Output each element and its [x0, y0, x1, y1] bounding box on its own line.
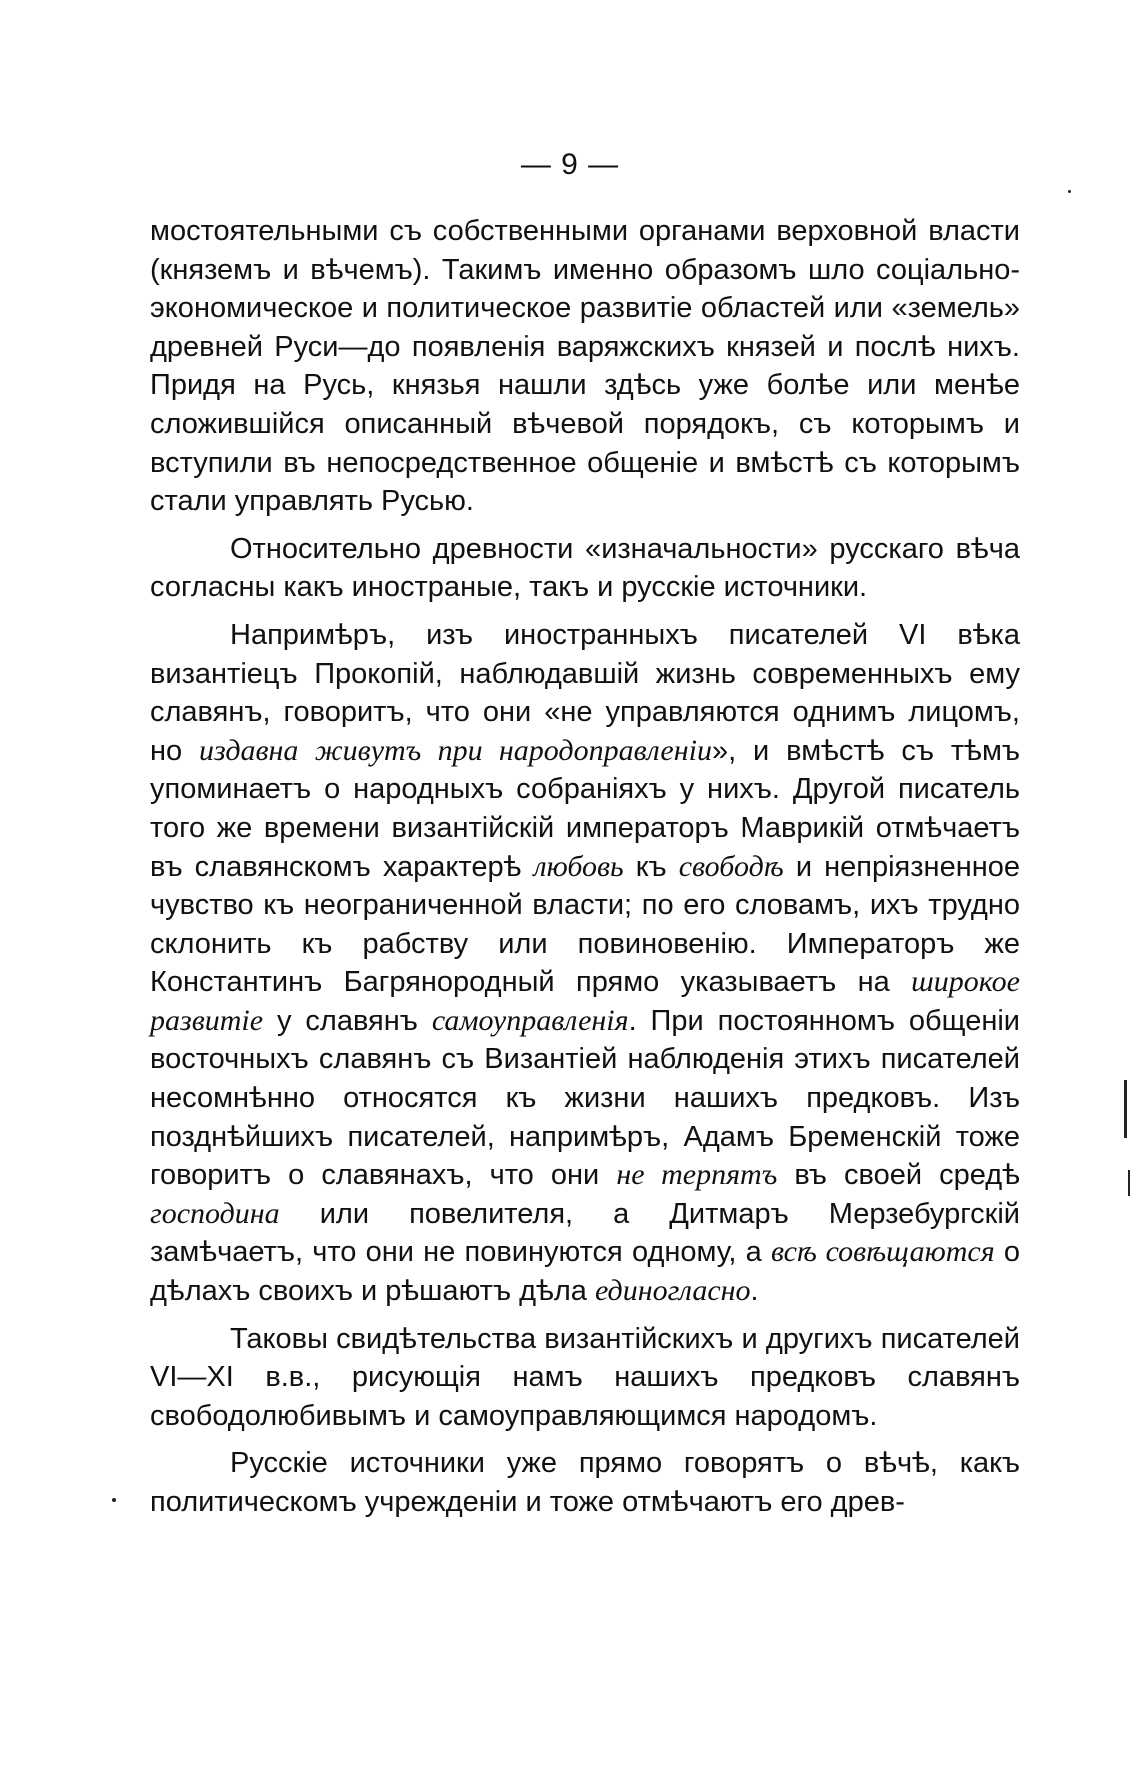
italic-phrase: единогласно: [594, 1274, 751, 1308]
paragraph: [150, 616, 1020, 1311]
page-number: — 9 —: [520, 148, 620, 181]
paragraph: [150, 1444, 1020, 1521]
text-run: Русскіе источники уже прямо говорятъ о вѣчѣ, какъ политическомъ учрежденіи и тоже отмѣчаютъ его древ-: [150, 1447, 1020, 1518]
scan-speck: [1068, 190, 1071, 193]
text-run: », и вмѣстѣ съ тѣмъ упоминаетъ о народныхъ собраніяхъ у нихъ. Другой писатель того же времени византійскій императоръ Маврикій отмѣчаетъ въ славянскомъ характерѣ: [150, 734, 1021, 883]
text-run: къ: [623, 850, 679, 883]
italic-phrase: всѣ совѣщаются: [770, 1235, 995, 1269]
text-run: Относительно древности «изначальности» русскаго вѣча согласны какъ иностраные, такъ и русскіе источники.: [150, 532, 1020, 604]
italic-phrase: самоуправленія: [431, 1003, 629, 1037]
paragraph: [150, 530, 1020, 607]
text-run: или повелителя, а Дитмаръ Мерзебургскій замѣчаетъ, что они не повинуются одному, а: [150, 1197, 1020, 1269]
italic-phrase: не терпятъ: [616, 1158, 778, 1192]
italic-phrase: свободѣ: [678, 849, 784, 883]
scan-speck: [112, 1498, 116, 1502]
text-run: Таковы свидѣтельства византійскихъ и другихъ писателей VI—XI в.в., рисующія намъ нашихъ предковъ славянъ свободолюбивымъ и самоуправляющимся народомъ.: [150, 1322, 1020, 1432]
italic-phrase: широкое развитіе: [150, 965, 1020, 1037]
italic-phrase: господина: [150, 1196, 280, 1230]
text-run: Напримѣръ, изъ иностранныхъ писателей VI вѣка византіецъ Прокопій, наблюдавшій жизнь современныхъ ему славянъ, говоритъ, что они «не управляются однимъ лицомъ, но: [150, 618, 1020, 767]
scan-edge-mark: [1124, 1080, 1127, 1138]
scan-edge-mark: [1128, 1170, 1130, 1196]
text-run: о дѣлахъ своихъ и рѣшаютъ дѣла: [150, 1236, 1020, 1308]
text-run: у славянъ: [263, 1004, 432, 1037]
text-run: мостоятельными съ собственными органами верховной власти (княземъ и вѣчемъ). Такимъ именно образомъ шло соціально-экономическое и политическое развитіе областей или «земель» древней Руси—до появленія варяжскихъ князей и послѣ нихъ. Придя на Русь, князья нашли здѣсь уже болѣе или менѣе сложившійся описанный вѣчевой порядокъ, съ которымъ и вступили въ непосредственное общеніе и вмѣстѣ съ которымъ стали управлять Русью.: [150, 215, 1020, 518]
paragraph: [150, 1320, 1020, 1436]
italic-phrase: любовь: [533, 849, 624, 883]
text-run: . При постоянномъ общеніи восточныхъ славянъ съ Византіей наблюденія этихъ писателей несомнѣнно относятся къ жизни нашихъ предковъ. Изъ позднѣйшихъ писателей, напримѣръ, Адамъ Бременскій тоже говоритъ о славянахъ, что они: [150, 1004, 1020, 1192]
text-run: .: [750, 1275, 759, 1308]
paragraph: [150, 212, 1020, 521]
italic-phrase: издавна живутъ при народоправленіи: [199, 733, 712, 767]
text-run: въ своей средѣ: [777, 1159, 1020, 1192]
page-body-text: [150, 212, 1020, 1522]
text-run: и непріязненное чувство къ неограниченной власти; по его словамъ, ихъ трудно склонить къ рабству или повиновенію. Императоръ же Константинъ Багрянородный прямо указываетъ на: [150, 850, 1020, 999]
